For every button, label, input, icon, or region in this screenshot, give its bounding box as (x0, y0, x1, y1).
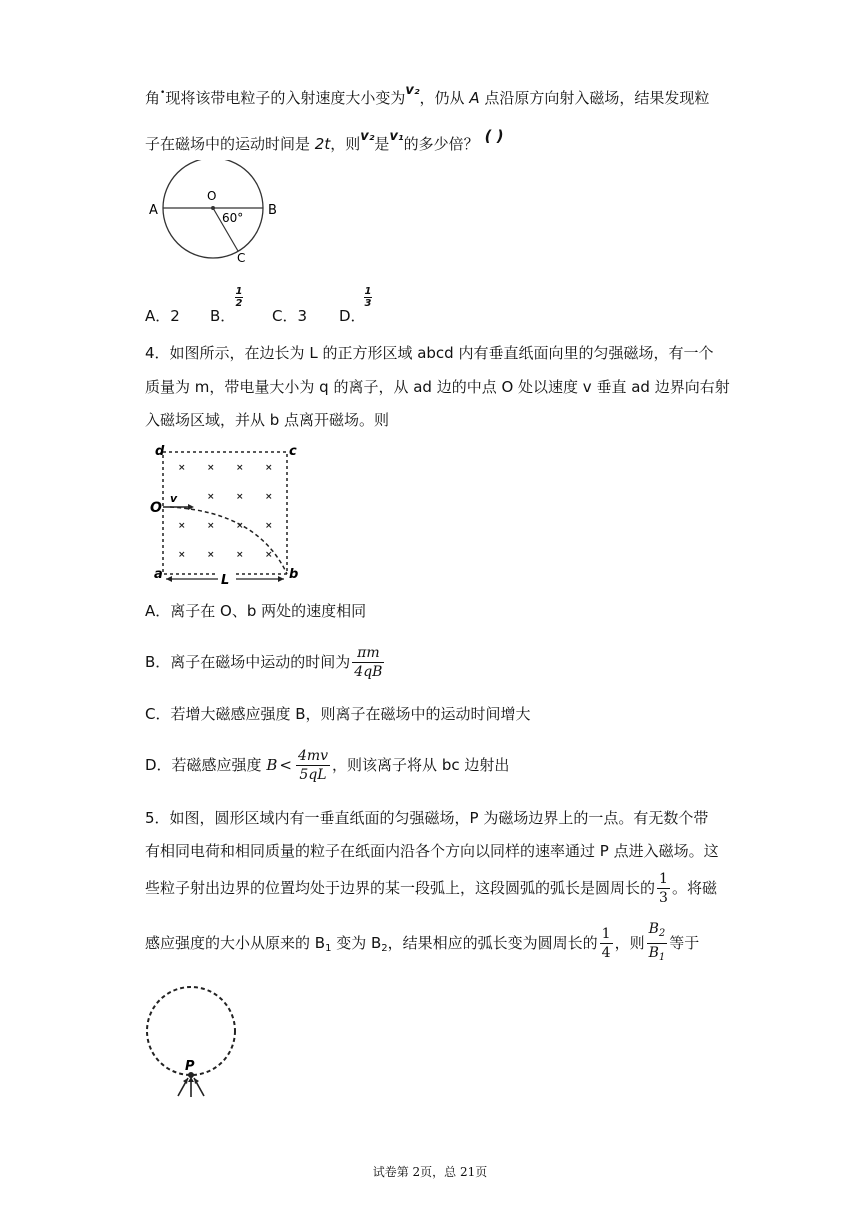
q4-option-d-fraction (296, 747, 330, 784)
svg-text:×: × (207, 521, 215, 531)
q5-line-4 (145, 920, 699, 970)
label-a: A (149, 203, 158, 218)
option-d-fraction (362, 286, 374, 309)
q4-option-b-fraction (352, 644, 384, 681)
svg-text:×: × (236, 492, 244, 502)
option-d-denominator: 3 (364, 298, 372, 309)
svg-text:×: × (207, 463, 215, 473)
svg-text:×: × (178, 463, 186, 473)
q3-text: ，仍从 (419, 89, 465, 107)
q5-text: ，结果相应的弧长变为圆周长的 (387, 934, 598, 952)
fraction-numerator: 1 (601, 926, 611, 942)
fraction-denominator: 3 (659, 890, 668, 906)
label-d: d (155, 444, 165, 459)
svg-text:×: × (236, 550, 244, 560)
q3-options (145, 306, 180, 326)
symbol-b: B (266, 756, 278, 774)
center-point (211, 206, 215, 210)
fraction-denominator: 4 (601, 945, 611, 961)
ratio-sub: 1 (658, 952, 666, 963)
less-than: < (279, 756, 292, 774)
answer-parentheses: ( ) (484, 127, 504, 145)
label-b: B (268, 203, 277, 218)
angle-60-label: 60° (222, 211, 244, 225)
q5-text: 等于 (669, 934, 700, 952)
option-a-label: A． (145, 307, 171, 325)
option-b-fraction (233, 286, 245, 309)
svg-text:×: × (207, 492, 215, 502)
q5-text: 些粒子射出边界的位置均处于边界的某一段弧上，这段圆弧的弧长是圆周长的 (145, 879, 656, 897)
ratio-b: B (648, 921, 659, 937)
fraction-denominator: 4qB (354, 664, 383, 680)
q3-text: 的多少倍？ (403, 135, 479, 153)
q5-line-3 (145, 867, 717, 909)
fraction-numerator: 4mv (297, 748, 329, 764)
q5-text: 感应强度的大小从原来的 B (145, 934, 326, 952)
point-a-label: A (469, 89, 480, 107)
v1-symbol: v₁ (389, 129, 404, 144)
option-c-label: C． (272, 307, 298, 325)
q5-text: 变为 B (331, 934, 382, 952)
option-d-label: D． (339, 307, 366, 325)
q3-text: 点沿原方向射入磁场，结果发现粒 (484, 89, 710, 107)
q4-option-c[interactable]: C．若增大磁感应强度 B，则离子在磁场中的运动时间增大 (145, 705, 531, 723)
label-o: O (150, 500, 162, 516)
option-c-value: 3 (297, 307, 308, 325)
option-a[interactable] (145, 307, 180, 325)
fraction-numerator: πm (352, 644, 384, 663)
q4-option-d-tail: ，则该离子将从 bc 边射出 (332, 756, 510, 774)
q3-line-1: 角•现将该带电粒子的入射速度大小变为v₂，仍从 A 点沿原方向射入磁场，结果发现粒 (145, 83, 710, 107)
subscript-2: 2 (381, 943, 388, 954)
option-b-denominator: 2 (235, 298, 243, 309)
q5-text: ，则 (614, 934, 645, 952)
fraction-denominator: 5qL (299, 767, 327, 783)
q5-fraction-1-3 (657, 870, 670, 907)
page-footer: 试卷第 2页，总 21页 (372, 1165, 488, 1179)
length-arrowhead-left (166, 576, 172, 582)
svg-text:×: × (178, 550, 186, 560)
q4-option-d[interactable] (145, 744, 509, 786)
option-a-value: 2 (170, 307, 180, 325)
ratio-b: B (648, 945, 659, 961)
length-arrowhead-right (278, 576, 284, 582)
svg-text:×: × (265, 463, 273, 473)
q4-option-a[interactable]: A．离子在 O、b 两处的速度相同 (145, 602, 367, 620)
svg-text:×: × (207, 550, 215, 560)
label-a: a (154, 567, 163, 582)
ion-trajectory (170, 507, 287, 574)
q3-line-2 (145, 127, 504, 156)
svg-text:×: × (265, 550, 273, 560)
q3-text: 角 (145, 89, 161, 107)
svg-text:×: × (236, 463, 244, 473)
label-p: P (185, 1059, 195, 1074)
time-2t: 2t (314, 135, 331, 153)
q3-circle-figure (140, 160, 290, 270)
q4-square-figure (148, 440, 308, 590)
label-o: O (207, 189, 217, 203)
q5-fraction-1-4 (600, 925, 613, 962)
q5-circle-figure (140, 985, 250, 1110)
q4-line-3: 入磁场区域，并从 b 点离开磁场。则 (145, 411, 390, 429)
option-c[interactable] (272, 306, 307, 326)
subscript-1: 1 (325, 943, 332, 954)
q5-ratio-b2-b1 (647, 920, 668, 967)
svg-text:×: × (178, 521, 186, 531)
q3-text: ，则 (330, 135, 361, 153)
svg-text:×: × (265, 492, 273, 502)
q4-line-1: 4．如图所示，在边长为 L 的正方形区域 abcd 内有垂直纸面向里的匀强磁场，有一个 (145, 344, 714, 362)
ratio-sub: 2 (658, 928, 666, 939)
option-b-label: B． (210, 307, 236, 325)
q4-option-b-text: B．离子在磁场中运动的时间为 (145, 653, 351, 671)
q5-line-1: 5．如图，圆形区域内有一垂直纸面的匀强磁场，P 为磁场边界上的一点。有无数个带 (145, 809, 709, 827)
q4-option-b[interactable] (145, 641, 386, 683)
label-c: c (289, 444, 297, 459)
fraction-numerator: 1 (659, 871, 668, 887)
v2-symbol: v₂ (405, 83, 420, 98)
q3-text: 是 (374, 135, 390, 153)
q4-option-d-text: D．若磁感应强度 (145, 756, 262, 774)
label-v: v (170, 492, 178, 505)
q5-text: 。将磁 (671, 879, 717, 897)
option-b[interactable] (210, 306, 235, 326)
v2-symbol: v₂ (360, 129, 375, 144)
label-length: L (221, 573, 230, 588)
q4-line-2: 质量为 m，带电量大小为 q 的离子，从 ad 边的中点 O 处以速度 v 垂直 ad 边界向右射 (145, 378, 730, 396)
svg-text:×: × (236, 521, 244, 531)
option-b-numerator: 1 (235, 286, 243, 297)
field-markers (178, 463, 273, 560)
arrowhead (188, 1077, 194, 1082)
label-c: C (237, 251, 246, 265)
option-d-numerator: 1 (364, 286, 372, 297)
q3-text: 子在磁场中的运动时间是 (145, 135, 311, 153)
svg-text:×: × (265, 521, 273, 531)
q3-text: 现将该带电粒子的入射速度大小变为 (165, 89, 406, 107)
option-d[interactable] (339, 306, 366, 326)
q5-line-2: 有相同电荷和相同质量的粒子在纸面内沿各个方向以同样的速率通过 P 点进入磁场。这 (145, 842, 719, 860)
label-b: b (289, 567, 299, 582)
